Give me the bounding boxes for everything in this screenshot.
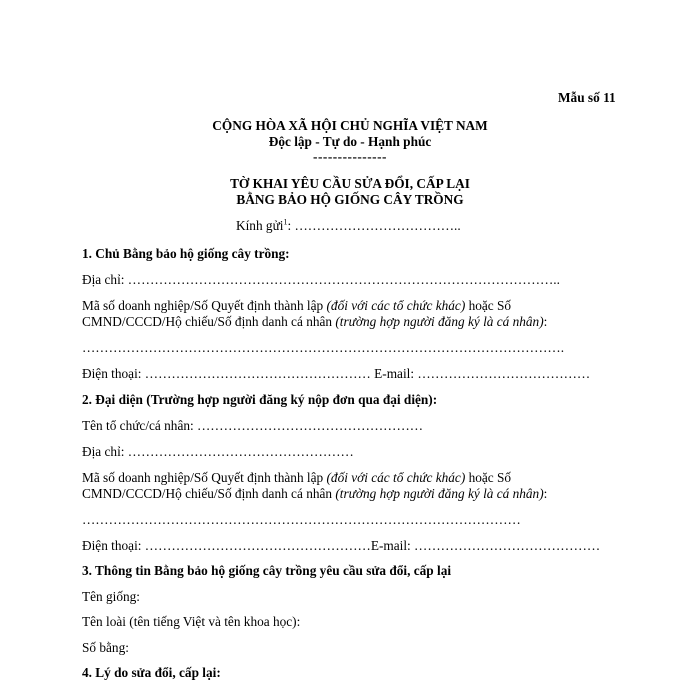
recipient-label: Kính gửi: [236, 218, 284, 233]
section-1-id-line-2: [82, 314, 547, 330]
form-number: Mẫu số 11: [558, 90, 616, 105]
section-2-id2-colon: :: [543, 486, 548, 501]
section-2-id-text-end: hoặc Số: [465, 470, 512, 485]
recipient-line: [236, 218, 461, 234]
section-2-org-name: Tên tổ chức/cá nhân: ……………………………………………: [82, 418, 424, 433]
section-1-address: Địa chỉ: ……………………………………………………………………………………..: [82, 272, 560, 287]
section-2-id-line-1: [82, 470, 511, 486]
section-1-id2-text: CMND/CCCD/Hộ chiếu/Số định danh cá nhân: [82, 314, 336, 329]
section-3-variety-name: Tên giống:: [82, 589, 140, 604]
section-2-id2-text: CMND/CCCD/Hộ chiếu/Số định danh cá nhân: [82, 486, 336, 501]
form-title-line-2: BẰNG BẢO HỘ GIỐNG CÂY TRỒNG: [236, 192, 464, 207]
section-1-id-line-1: [82, 298, 511, 314]
recipient-dots: : ………………………………..: [287, 218, 461, 233]
section-2-phone-email: Điện thoại: ……………………………………………E-mail: ……………………………………: [82, 538, 601, 553]
section-1-id2-note: (trường hợp người đăng ký là cá nhân): [335, 314, 544, 329]
section-1-dots-line: ……………………………………………………………………………………………….: [82, 340, 565, 355]
section-3-certificate-number: Số bằng:: [82, 640, 129, 655]
national-motto: Độc lập - Tự do - Hạnh phúc: [268, 134, 432, 149]
section-1-heading: 1. Chủ Bằng bảo hộ giống cây trồng:: [82, 246, 290, 261]
section-2-id-line-2: [82, 486, 547, 502]
country-name: CỘNG HÒA XÃ HỘI CHỦ NGHĨA VIỆT NAM: [212, 118, 488, 133]
section-1-id-text-end: hoặc Số: [465, 298, 512, 313]
section-1-id2-colon: :: [543, 314, 548, 329]
section-1-id-note: (đối với các tổ chức khác): [326, 298, 466, 313]
section-4-heading: 4. Lý do sửa đổi, cấp lại:: [82, 665, 221, 680]
section-2-dots-line: ………………………………………………………………………………………: [82, 512, 521, 527]
recipient-footnote: 1: [283, 217, 288, 227]
section-3-species-name: Tên loài (tên tiếng Việt và tên khoa học):: [82, 614, 301, 629]
section-2-id2-note: (trường hợp người đăng ký là cá nhân): [335, 486, 544, 501]
header-separator: ---------------: [313, 149, 387, 164]
section-2-id-text: Mã số doanh nghiệp/Số Quyết định thành lập: [82, 470, 327, 485]
section-1-id-text: Mã số doanh nghiệp/Số Quyết định thành lập: [82, 298, 327, 313]
section-2-id-note: (đối với các tổ chức khác): [326, 470, 466, 485]
section-2-address: Địa chỉ: ……………………………………………: [82, 444, 354, 459]
form-title-line-1: TỜ KHAI YÊU CẦU SỬA ĐỔI, CẤP LẠI: [230, 176, 470, 191]
section-1-phone-email: Điện thoại: …………………………………………… E-mail: …………………………………: [82, 366, 591, 381]
section-2-heading: 2. Đại diện (Trường hợp người đăng ký nộp đơn qua đại diện):: [82, 392, 438, 407]
section-3-heading: 3. Thông tin Bằng bảo hộ giống cây trồng yêu cầu sửa đổi, cấp lại: [82, 563, 452, 578]
